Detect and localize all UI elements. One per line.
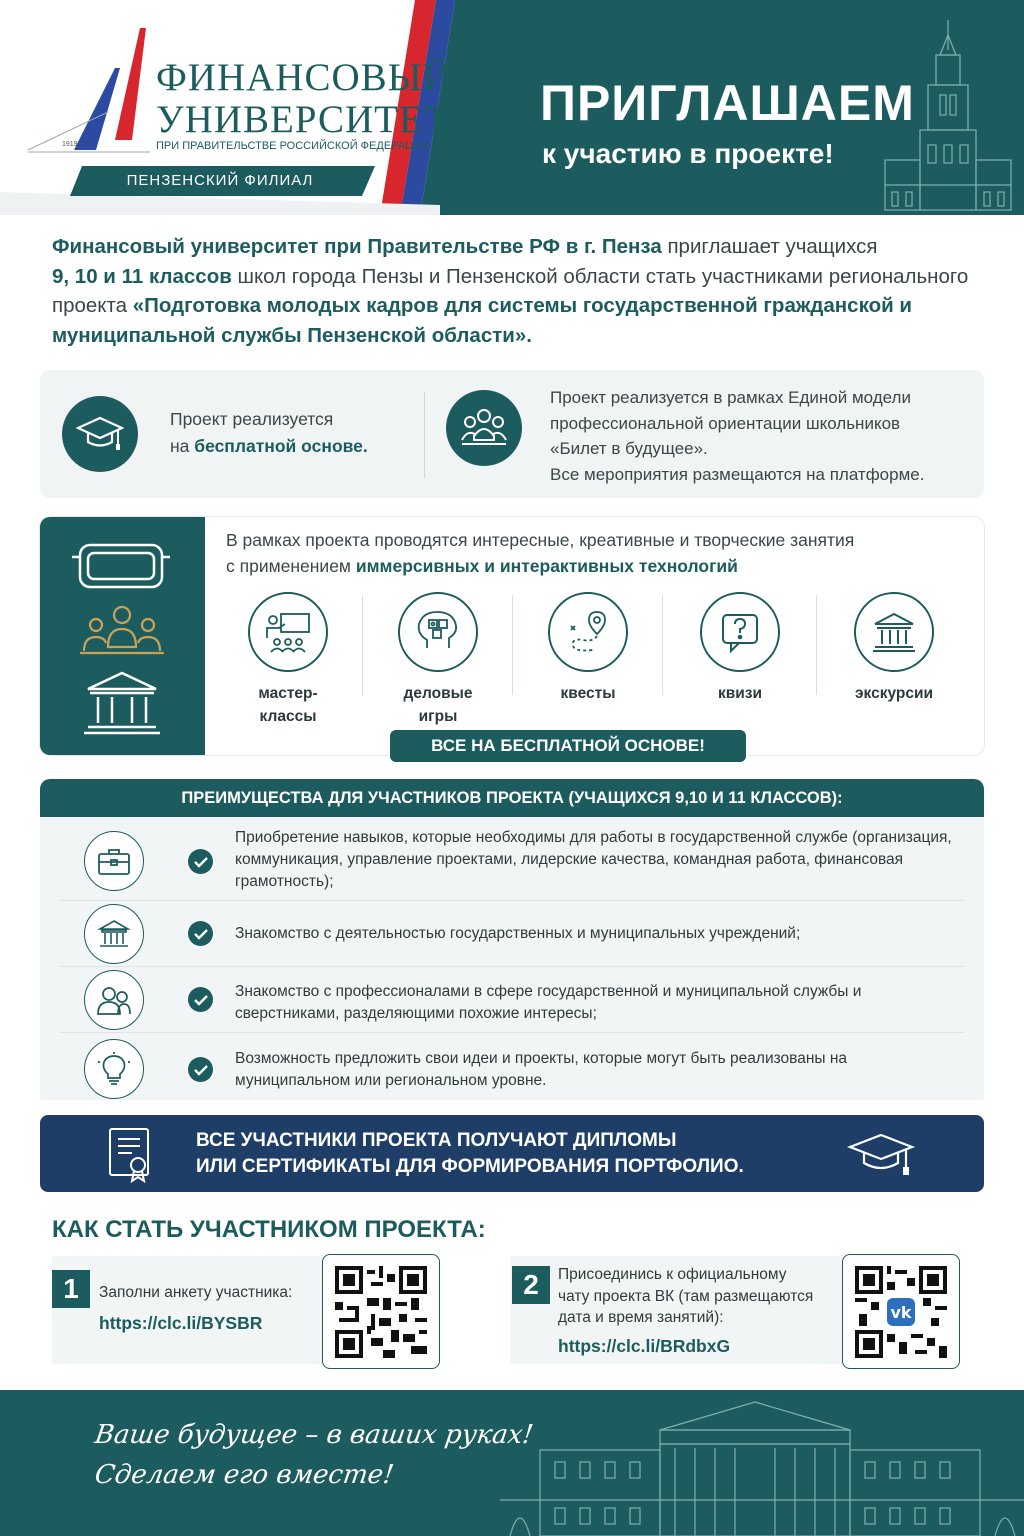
activity-quizzes bbox=[670, 592, 810, 705]
info-left-line1: Проект реализуется bbox=[170, 409, 334, 429]
activity-master-classes bbox=[218, 592, 358, 728]
qr-code-1-image bbox=[335, 1266, 427, 1358]
activity-label-line1: экскурсии bbox=[854, 685, 934, 702]
step-2-box bbox=[510, 1256, 846, 1364]
info-divider bbox=[424, 392, 425, 478]
presentation-icon bbox=[248, 592, 328, 672]
info-right-text bbox=[550, 385, 924, 487]
activity-business-games bbox=[368, 592, 508, 728]
activity-label-line1: квесты bbox=[560, 685, 616, 702]
activity-label-line1: деловые bbox=[403, 685, 473, 702]
logo-year: 1919 bbox=[62, 141, 78, 148]
step-2-number: 2 bbox=[512, 1266, 550, 1304]
info-right-line1: Проект реализуется в рамках Единой модели bbox=[550, 388, 911, 407]
activity-label bbox=[368, 682, 508, 728]
logo-title-line2: УНИВЕРСИТЕТ bbox=[156, 98, 449, 141]
branch-label: ПЕНЗЕНСКИЙ ФИЛИАЛ bbox=[126, 172, 314, 189]
diploma-banner bbox=[40, 1115, 984, 1192]
info-right-line3: «Билет в будущее». bbox=[550, 439, 708, 458]
puzzle-head-icon bbox=[398, 592, 478, 672]
people-gold-icon bbox=[80, 607, 164, 653]
activity-quests bbox=[518, 592, 658, 705]
activity-separator bbox=[662, 595, 663, 695]
activity-separator bbox=[816, 595, 817, 695]
group-icon bbox=[446, 390, 522, 466]
route-pin-icon bbox=[548, 592, 628, 672]
activity-separator bbox=[512, 595, 513, 695]
activity-label bbox=[824, 682, 964, 705]
qr-code-1[interactable] bbox=[322, 1254, 440, 1369]
footer bbox=[0, 1390, 1024, 1536]
advantage-divider bbox=[60, 900, 964, 901]
activity-excursions bbox=[824, 592, 964, 705]
lightbulb-icon bbox=[84, 1039, 144, 1099]
step-1-text: Заполни анкету участника: bbox=[99, 1284, 293, 1301]
activity-label-line1: мастер- bbox=[258, 685, 318, 702]
diploma-text bbox=[196, 1128, 744, 1180]
institution-icon bbox=[84, 904, 144, 964]
step-2-line3: дата и время занятий): bbox=[558, 1309, 724, 1326]
building-illustration bbox=[500, 1390, 1024, 1536]
step-2-line2: чату проекта ВК (там размещаются bbox=[558, 1287, 814, 1305]
intro-text-1: приглашает учащихся bbox=[661, 235, 878, 258]
step-2-link[interactable]: https://clc.li/BRdbxG bbox=[558, 1336, 731, 1356]
check-icon bbox=[188, 921, 213, 946]
activities-desc-bold: иммерсивных и интерактивных технологий bbox=[355, 556, 738, 576]
graduation-cap-icon bbox=[62, 396, 138, 472]
activity-label bbox=[218, 682, 358, 728]
info-left-prefix: на bbox=[170, 436, 195, 456]
vr-headset-icon bbox=[72, 545, 170, 587]
activity-separator bbox=[362, 595, 363, 695]
info-left-text bbox=[170, 406, 368, 460]
intro-grades: 9, 10 и 11 классов bbox=[52, 264, 232, 288]
activity-label-line2: классы bbox=[259, 708, 317, 725]
slogan-line2: Сделаем его вместе! bbox=[92, 1460, 396, 1490]
activities-desc-prefix: с применением bbox=[226, 556, 356, 576]
vr-people-building-icons bbox=[40, 517, 205, 755]
briefcase-icon bbox=[84, 831, 144, 891]
slogan-line1: Ваше будущее – в ваших руках! bbox=[92, 1420, 536, 1450]
graduation-cap-icon bbox=[846, 1131, 916, 1179]
activities-desc-line2 bbox=[226, 553, 854, 579]
museum-icon bbox=[84, 673, 160, 733]
check-icon bbox=[188, 987, 213, 1012]
intro-paragraph bbox=[52, 232, 982, 350]
how-to-title: КАК СТАТЬ УЧАСТНИКОМ ПРОЕКТА: bbox=[52, 1216, 486, 1243]
people-icon bbox=[84, 970, 144, 1030]
advantages-list bbox=[40, 817, 984, 1100]
activity-label bbox=[518, 682, 658, 705]
advantage-text: Знакомство с деятельностью государственных и муниципальных учреждений; bbox=[235, 925, 801, 942]
advantages-header: ПРЕИМУЩЕСТВА ДЛЯ УЧАСТНИКОВ ПРОЕКТА (УЧАЩИХСЯ 9,10 И 11 КЛАССОВ): bbox=[40, 779, 984, 817]
advantage-divider bbox=[60, 1032, 964, 1033]
invite-title: ПРИГЛАШАЕМ bbox=[540, 75, 915, 131]
building-icon bbox=[854, 592, 934, 672]
step-1-box bbox=[52, 1256, 327, 1364]
activities-description bbox=[226, 527, 854, 579]
project-info-panel bbox=[40, 370, 984, 498]
logo-subtitle: ПРИ ПРАВИТЕЛЬСТВЕ РОССИЙСКОЙ ФЕДЕРАЦИИ bbox=[156, 140, 430, 152]
info-right-line4: Все мероприятия размещаются на платформе. bbox=[550, 464, 925, 484]
question-bubble-icon bbox=[700, 592, 780, 672]
qr-code-2[interactable] bbox=[842, 1254, 960, 1369]
advantage-text: Приобретение навыков, которые необходимы для работы в государственной службе (организация, коммуникация, управление проектами, лидерские качества, командная работа, финансовая грамотность); bbox=[235, 829, 952, 890]
advantage-divider bbox=[60, 966, 964, 967]
step-1-link[interactable]: https://clc.li/BYSBR bbox=[99, 1313, 263, 1333]
svg-text:vk: vk bbox=[890, 1302, 912, 1322]
check-icon bbox=[188, 849, 213, 874]
intro-org: Финансовый университет при Правительстве РФ в г. Пенза bbox=[52, 235, 662, 258]
activity-label-line2: игры bbox=[418, 708, 458, 725]
logo-title-line1: ФИНАНСОВЫЙ bbox=[156, 56, 452, 99]
free-badge: ВСЕ НА БЕСПЛАТНОЙ ОСНОВЕ! bbox=[390, 730, 746, 762]
certificate-icon bbox=[106, 1125, 156, 1183]
advantage-text: Знакомство с профессионалами в сфере государственной и муниципальной службы и сверстниками, разделяющими похожие интересы; bbox=[235, 983, 862, 1022]
step-2-text bbox=[558, 1264, 813, 1329]
step-2-line1: Присоединись к официальному bbox=[558, 1266, 787, 1283]
qr-code-2-image bbox=[855, 1266, 947, 1358]
info-left-line2 bbox=[170, 433, 368, 460]
activities-panel bbox=[40, 517, 984, 755]
activities-side-panel bbox=[40, 517, 205, 755]
info-right-line2: профессиональной ориентации школьников bbox=[550, 413, 901, 433]
invite-subtitle: к участию в проекте! bbox=[542, 138, 834, 169]
check-icon bbox=[188, 1057, 213, 1082]
diploma-line1: ВСЕ УЧАСТНИКИ ПРОЕКТА ПОЛУЧАЮТ ДИПЛОМЫ bbox=[196, 1130, 677, 1151]
activities-desc-line1: В рамках проекта проводятся интересные, креативные и творческие занятия bbox=[226, 530, 855, 550]
intro-text-2: школ города Пензы и Пензенской области стать участниками регионального проекта bbox=[52, 264, 969, 317]
activity-label-line1: квизи bbox=[717, 685, 763, 702]
intro-project-name: «Подготовка молодых кадров для системы государственной гражданской и муниципальной службы Пензенской области». bbox=[52, 294, 912, 347]
step-1-number: 1 bbox=[52, 1270, 90, 1308]
advantage-text: Возможность предложить свои идеи и проекты, которые могут быть реализованы на муниципальном или региональном уровне. bbox=[235, 1050, 848, 1089]
info-left-bold: бесплатной основе. bbox=[194, 436, 368, 456]
diploma-line2: ИЛИ СЕРТИФИКАТЫ ДЛЯ ФОРМИРОВАНИЯ ПОРТФОЛИО. bbox=[196, 1156, 744, 1177]
header bbox=[0, 0, 1024, 215]
activity-label bbox=[670, 682, 810, 705]
